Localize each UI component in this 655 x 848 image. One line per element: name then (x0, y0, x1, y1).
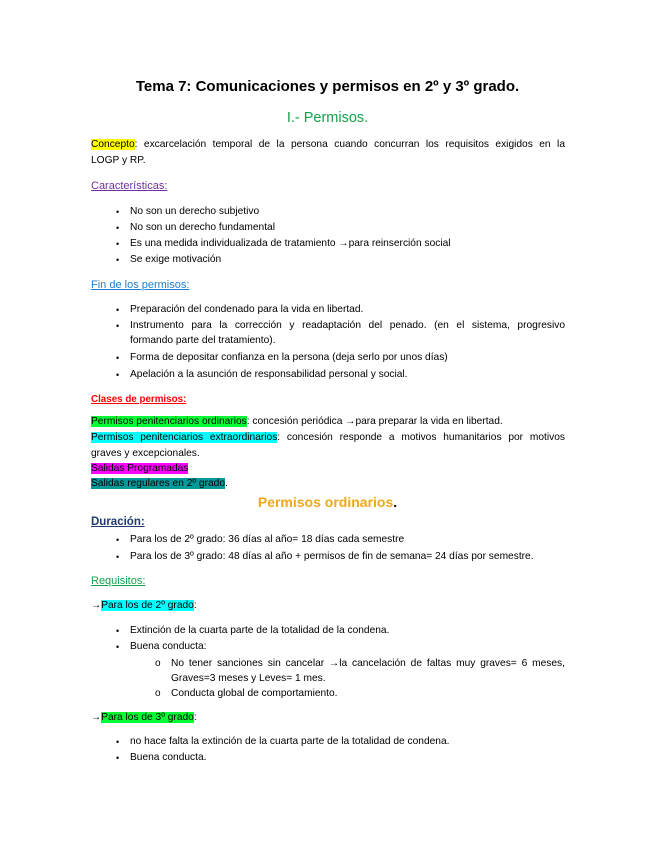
list-item: Es una medida individualizada de tratamiento →para reinserción social (130, 238, 451, 249)
bullet: • (116, 239, 120, 249)
sub-bullet: o (155, 658, 161, 669)
list-item: Buena conducta: (130, 641, 207, 652)
concepto-line (91, 137, 565, 153)
bullet: • (116, 626, 120, 636)
section-heading-permisos: I.- Permisos. (286, 110, 369, 126)
ordinarios-text: : concesión periódica →para preparar la vida en libertad. (246, 416, 503, 427)
list-item: No son un derecho fundamental (130, 222, 275, 233)
sub-list-item: No tener sanciones sin cancelar →la cancelación de faltas muy graves= 6 meses, (171, 658, 565, 669)
list-item: Extinción de la cuarta parte de la totalidad de la condena. (130, 625, 390, 636)
requisitos-heading-text: Requisitos: (91, 575, 146, 587)
bullet: • (116, 370, 120, 380)
list-item: Buena conducta. (130, 752, 207, 763)
bullet: • (116, 223, 120, 233)
section-heading-dot: . (393, 494, 398, 510)
list-item: no hace falta la extinción de la cuarta parte de la totalidad de condena. (130, 736, 450, 747)
clases-heading (91, 392, 186, 408)
colon: : (193, 600, 197, 611)
concepto-text: : excarcelación temporal de la persona cuando concurran los requisitos exigidos en la (134, 139, 565, 150)
list-item: Apelación a la asunción de responsabilidad personal y social. (130, 369, 408, 380)
grado2-label: Para los de 2º grado (101, 600, 194, 611)
sub-list-item-continuation: Graves=3 meses y Leves= 1 mes. (171, 673, 326, 684)
list-item: Para los de 3º grado: 48 días al año + permisos de fin de semana= 24 días por semestre. (130, 551, 534, 562)
clase-extraordinarios (91, 430, 565, 446)
sub-list-item: Conducta global de comportamiento. (171, 688, 338, 699)
duracion-heading (91, 514, 145, 531)
requisitos-grado3-heading (91, 710, 197, 726)
bullet: • (116, 737, 120, 747)
duracion-heading-text: Duración: (91, 516, 145, 528)
fin-heading (91, 277, 189, 293)
clase-salidas-programadas (91, 461, 188, 477)
section-heading-permisos-ordinarios (0, 492, 655, 512)
concepto-label: Concepto (91, 139, 135, 150)
bullet: • (116, 353, 120, 363)
bullet: • (116, 552, 120, 562)
clases-heading-text: Clases de permisos: (91, 394, 187, 405)
clase-ordinarios (91, 414, 503, 430)
list-item: Preparación del condenado para la vida en libertad. (130, 304, 364, 315)
sub-bullet: o (155, 688, 161, 699)
arrow-icon: → (91, 712, 102, 723)
concepto-line-2: LOGP y RP. (91, 155, 146, 166)
extraordinarios-line-2: graves y excepcionales. (91, 448, 200, 459)
period: . (224, 478, 228, 489)
list-item-continuation: formando parte del tratamiento). (130, 335, 276, 346)
list-item: Se exige motivación (130, 254, 222, 265)
grado3-label: Para los de 3º grado (101, 712, 194, 723)
ordinarios-label: Permisos penitenciarios ordinarios (91, 416, 247, 427)
fin-heading-text: Fin de los permisos: (91, 279, 190, 291)
extraordinarios-text: : concesión responde a motivos humanitarios por motivos (277, 432, 565, 443)
list-item: Instrumento para la corrección y readaptación del penado. (en el sistema, progresivo (130, 320, 565, 331)
caracteristicas-heading (91, 178, 167, 194)
requisitos-heading (91, 573, 145, 589)
salidas-programadas-label: Salidas Programadas (91, 463, 189, 474)
arrow-icon: → (91, 600, 102, 611)
section-heading-text: Permisos ordinarios (257, 494, 394, 510)
list-item: Para los de 2º grado: 36 días al año= 18 días cada semestre (130, 534, 405, 545)
bullet: • (116, 642, 120, 652)
bullet: • (116, 535, 120, 545)
salidas-regulares-label: Salidas regulares en 2º grado (91, 478, 225, 489)
caracteristicas-heading-text: Características: (91, 180, 168, 192)
extraordinarios-label: Permisos penitenciarios extraordinarios (91, 432, 278, 443)
bullet: • (116, 321, 120, 331)
bullet: • (116, 305, 120, 315)
clase-salidas-regulares (91, 476, 228, 492)
bullet: • (116, 207, 120, 217)
page-title: Tema 7: Comunicaciones y permisos en 2º y 3º grado. (135, 78, 520, 95)
bullet: • (116, 255, 120, 265)
requisitos-grado2-heading (91, 598, 197, 614)
colon: : (193, 712, 197, 723)
bullet: • (116, 753, 120, 763)
list-item: Forma de depositar confianza en la persona (deja serlo por unos días) (130, 352, 448, 363)
list-item: No son un derecho subjetivo (130, 206, 260, 217)
